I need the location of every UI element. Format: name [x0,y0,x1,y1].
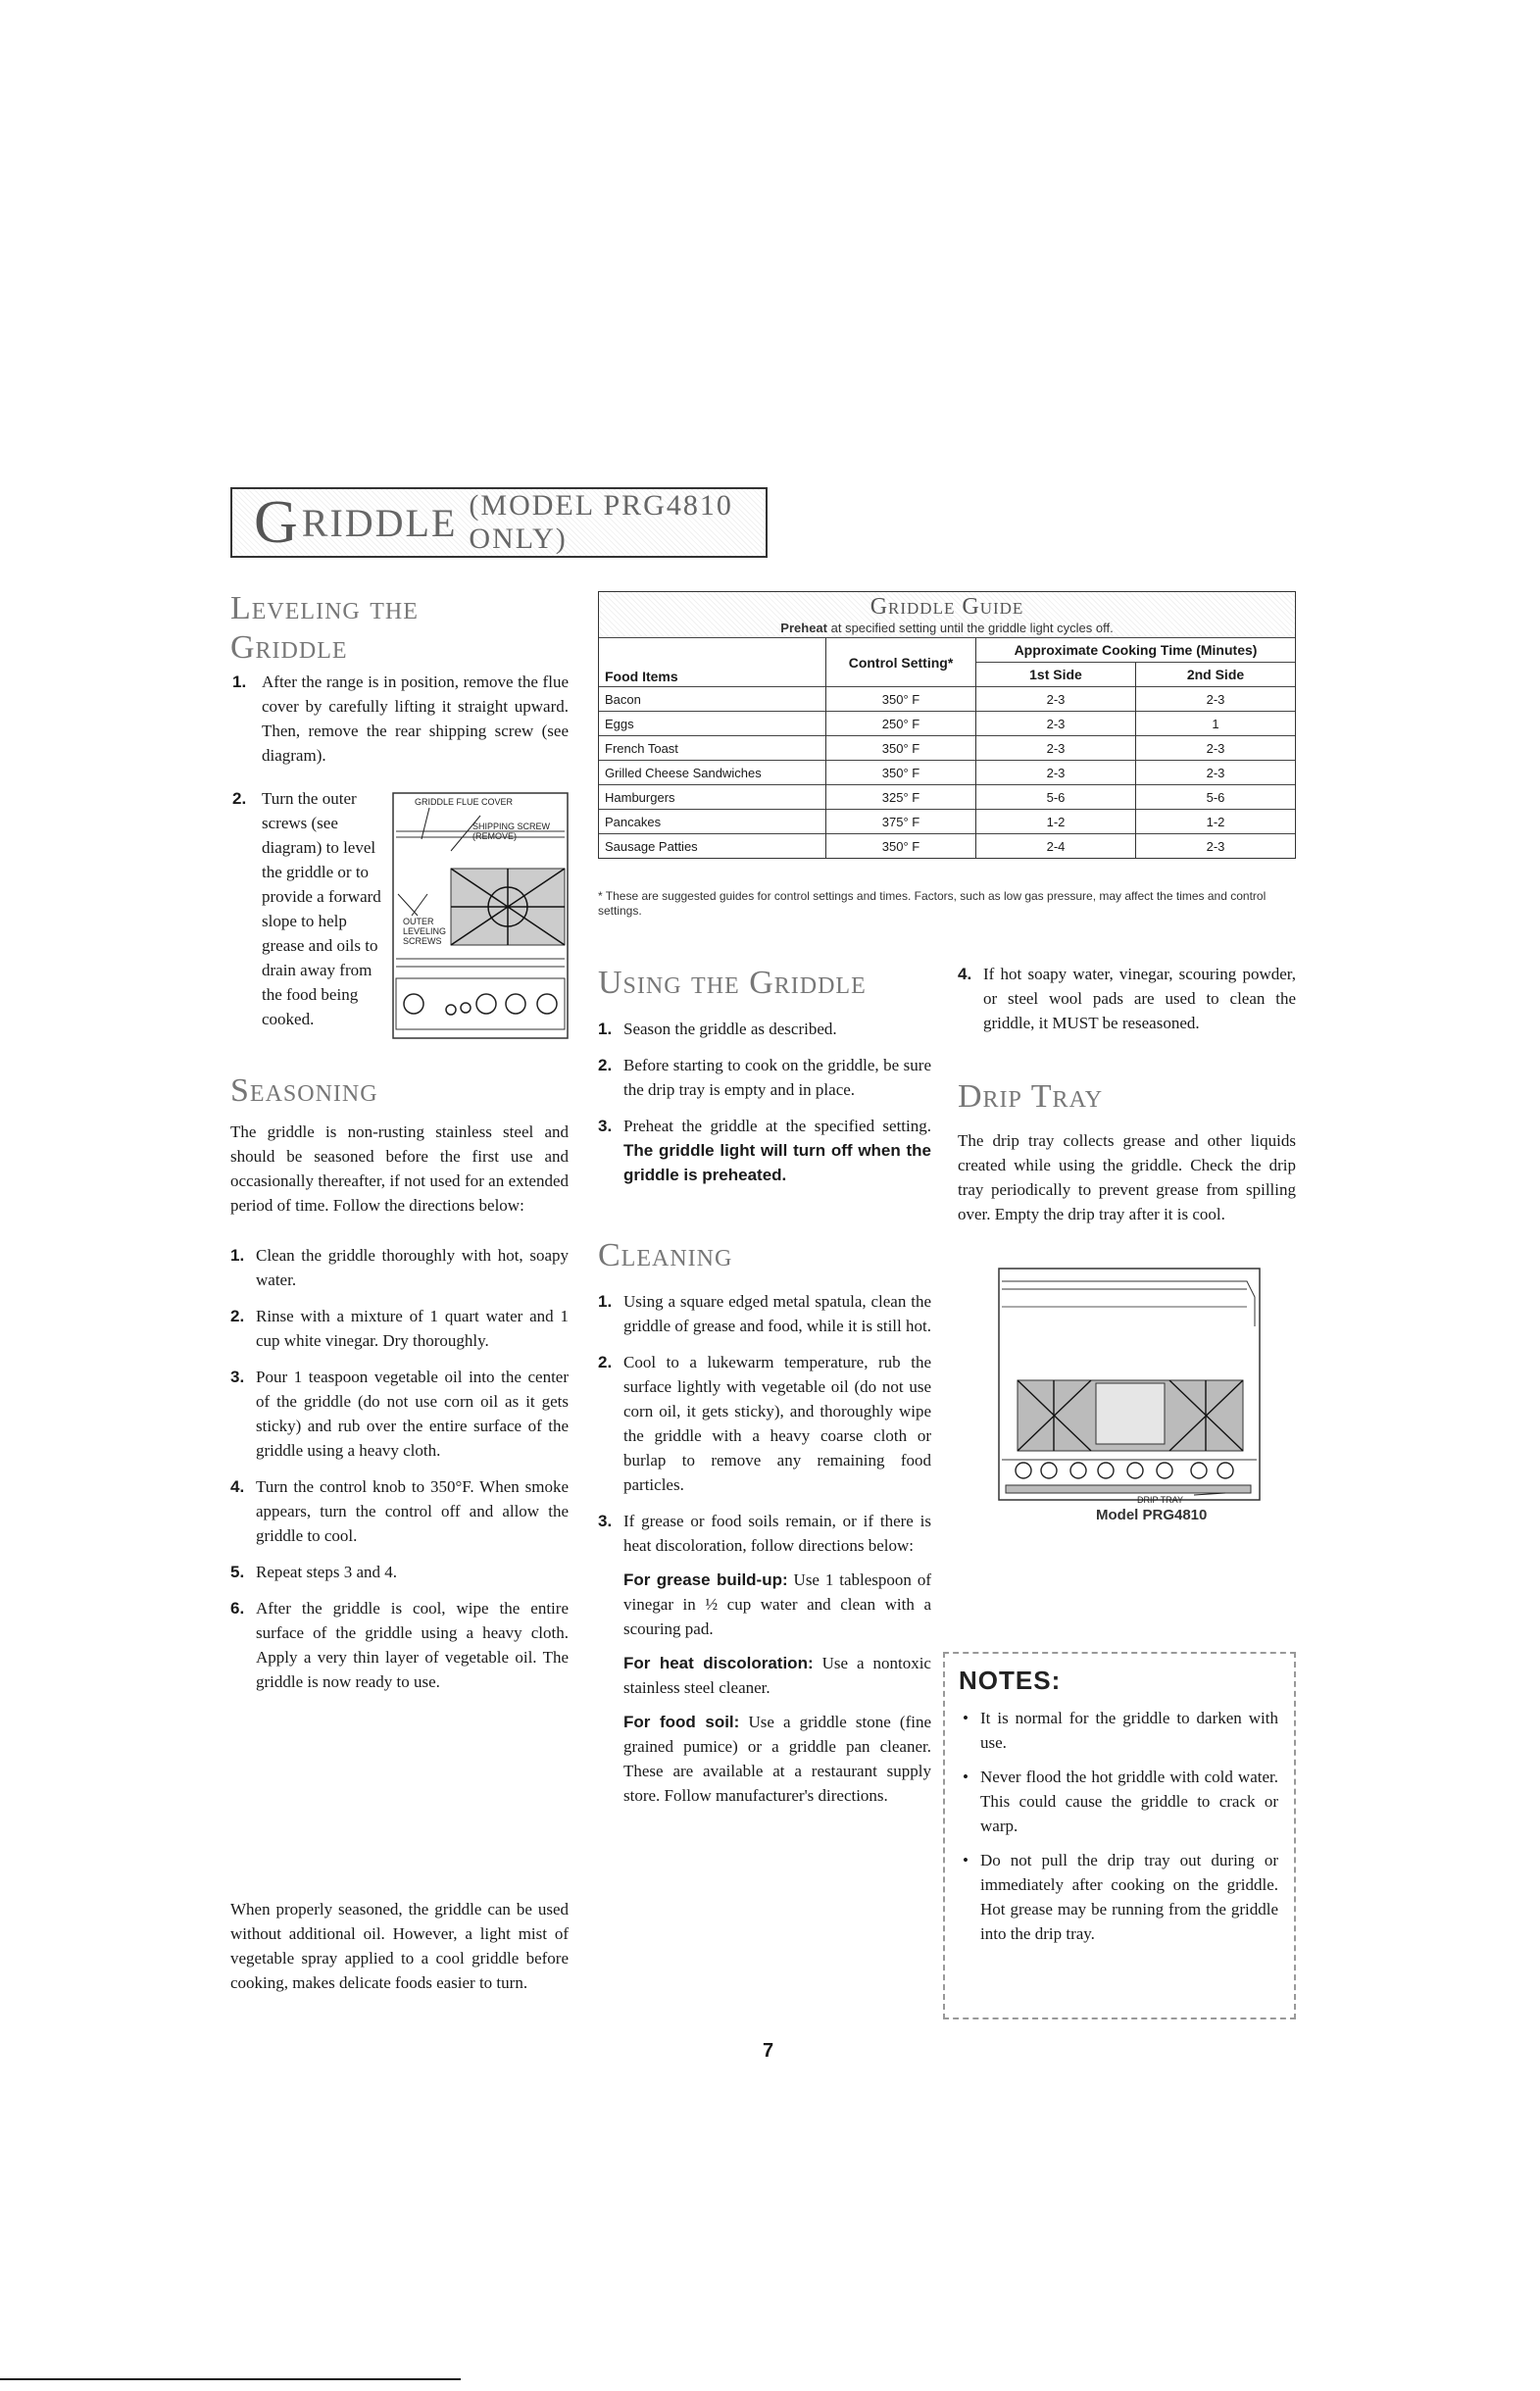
cell-side2: 2-3 [1136,736,1296,761]
cleaning-steps [598,1289,931,1819]
label-shipping-screw: SHIPPING SCREW (REMOVE) [472,822,551,841]
cell-side2: 5-6 [1136,785,1296,810]
col-control: Control Setting* [826,638,976,687]
leveling-step-2 [230,786,392,1031]
using-step: 3. Preheat the griddle at the specified setting. The griddle light will turn off when the griddle is preheated. [598,1117,931,1184]
cell-side1: 2-3 [976,712,1136,736]
drip-caption: Model PRG4810 [1096,1507,1208,1523]
note-item: • Never flood the hot griddle with cold water. This could cause the griddle to crack or warp. [959,1765,1278,1838]
drip-title: Drip Tray [958,1078,1104,1115]
drip-tray-label: DRIP TRAY [1137,1495,1184,1505]
drip-text: The drip tray collects grease and other liquids created while using the griddle. Check the drip tray periodically to prevent grease from spilling over. Empty the drip tray after it is cool. [958,1131,1296,1223]
seasoning-step: 6. After the griddle is cool, wipe the entire surface of the griddle using a heavy cloth. Apply a very thin layer of vegetable oil. The griddle is now ready to use. [230,1599,569,1691]
cell-side2: 2-3 [1136,834,1296,859]
cell-food: Pancakes [599,810,826,834]
using-steps [598,1017,931,1199]
guide-row [599,810,1295,834]
guide-header [599,592,1295,637]
seasoning-step: 3. Pour 1 teaspoon vegetable oil into the center of the griddle (do not use corn oil as it gets sticky) and rub over the entire surface of the griddle using a heavy cloth. [230,1368,569,1460]
cell-setting: 325° F [826,785,976,810]
cell-side1: 2-3 [976,736,1136,761]
using-title: Using the Griddle [598,965,867,1001]
footer-rule [0,2378,461,2380]
note-item: • It is normal for the griddle to darken with use. [959,1706,1278,1755]
cell-food: Hamburgers [599,785,826,810]
seasoning-outro: When properly seasoned, the griddle can be used without additional oil. However, a light mist of vegetable spray applied to a cool griddle before cooking, makes delicate foods easier to turn. [230,1900,569,1992]
leveling-title-1: Leveling the [230,590,419,626]
guide-row [599,687,1295,712]
guide-row [599,712,1295,736]
grease-tip: For grease build-up: Use 1 tablespoon of vinegar in ½ cup water and clean with a scouring pad. [623,1570,931,1638]
notes-box [943,1652,1296,2019]
cell-side1: 5-6 [976,785,1136,810]
cell-setting: 250° F [826,712,976,736]
leveling-step-1 [230,670,569,768]
cell-setting: 375° F [826,810,976,834]
cell-setting: 350° F [826,736,976,761]
cell-food: Bacon [599,687,826,712]
guide-grid [599,637,1295,858]
cell-setting: 350° F [826,687,976,712]
seasoning-step: 1. Clean the griddle thoroughly with hot, soapy water. [230,1246,569,1289]
label-flue-cover: GRIDDLE FLUE COVER [415,797,514,807]
cell-side1: 2-3 [976,687,1136,712]
seasoning-step: 4. Turn the control knob to 350°F. When smoke appears, turn the control off and allow the griddle to cool. [230,1477,569,1545]
leveling-step-2-text: Turn the outer screws (see diagram) to level the griddle or to provide a forward slope to help grease and oils to drain away from the food being cooked. [262,789,381,1028]
seasoning-step: 2. Rinse with a mixture of 1 quart water and 1 cup white vinegar. Dry thoroughly. [230,1307,569,1350]
cell-setting: 350° F [826,834,976,859]
cell-side2: 1-2 [1136,810,1296,834]
cell-side2: 1 [1136,712,1296,736]
griddle-guide-table [598,591,1296,859]
cleaning-title: Cleaning [598,1237,733,1273]
notes-list [959,1706,1278,1946]
col-side1: 1st Side [976,663,1136,687]
notes-title: NOTES: [959,1666,1062,1695]
seasoning-steps [230,1243,569,1706]
guide-row [599,736,1295,761]
chapter-banner [230,487,768,558]
using-step-4 [958,962,1296,1047]
seasoning-step: 5. Repeat steps 3 and 4. [230,1563,397,1581]
banner-initial: G [254,488,300,556]
leveling-section [230,589,569,668]
seasoning-title: Seasoning [230,1072,378,1109]
guide-preheat: Preheat at specified setting until the griddle light cycles off. [780,621,1114,635]
step-number: 1. [232,672,247,691]
col-side2: 2nd Side [1136,663,1296,687]
heat-tip: For heat discoloration: Use a nontoxic stainless steel cleaner. [623,1654,931,1697]
using-step: 4. If hot soapy water, vinegar, scouring powder, or steel wool pads are used to clean the griddle, it MUST be reseasoned. [958,965,1296,1032]
guide-row [599,834,1295,859]
guide-footnote: * These are suggested guides for control settings and times. Factors, such as low gas pressure, may affect the times and control settings. [598,889,1267,918]
step-number: 2. [232,789,247,808]
guide-title: Griddle Guide [869,594,1024,620]
cell-side1: 1-2 [976,810,1136,834]
seasoning-intro: The griddle is non-rusting stainless steel and should be seasoned before the first use and occasionally thereafter, if not used for an extended period of time. Follow the directions below: [230,1122,569,1215]
using-step: 2. Before starting to cook on the griddle, be sure the drip tray is empty and in place. [598,1056,931,1099]
banner-title: RIDDLE [301,500,458,545]
food-tip: For food soil: Use a griddle stone (fine grained pumice) or a griddle pan cleaner. These are available at a restaurant supply store. Follow manufacturer's directions. [623,1713,931,1805]
page-number: 7 [763,2040,774,2062]
cell-food: French Toast [599,736,826,761]
using-step: 1. Season the griddle as described. [598,1020,837,1038]
banner-model: (MODEL PRG4810 ONLY) [469,489,733,555]
cleaning-step: 1. Using a square edged metal spatula, clean the griddle of grease and food, while it is still hot. [598,1292,931,1335]
cell-side2: 2-3 [1136,687,1296,712]
col-approx: Approximate Cooking Time (Minutes) [976,638,1296,663]
cell-side2: 2-3 [1136,761,1296,785]
note-item: • Do not pull the drip tray out during or immediately after cooking on the griddle. Hot grease may be running from the griddle into the drip tray. [959,1848,1278,1946]
leveling-title-2: Griddle [230,629,348,666]
guide-row [599,785,1295,810]
label-outer-screws: OUTER LEVELING SCREWS [403,917,447,946]
guide-row [599,761,1295,785]
cell-side1: 2-3 [976,761,1136,785]
drip-tray-diagram [998,1268,1261,1501]
leveling-step-1-text: After the range is in position, remove the flue cover by carefully lifting it straight upward. Then, remove the rear shipping screw (see diagram). [262,672,569,765]
cleaning-step: 3. If grease or food soils remain, or if there is heat discoloration, follow directions below: For grease build-up: Use 1 tablespoon of vinegar in ½ cup water and clean with a scouring pad. For heat discoloration: Use a nontoxic stainless steel cleaner. For food soil: Use a griddle stone (fine grained pumice) or a griddle pan cleaner. These are available at a restaurant supply store. Follow manufacturer's directions. [598,1509,931,1808]
cell-side1: 2-4 [976,834,1136,859]
col-food: Food Items [599,638,826,687]
cell-food: Grilled Cheese Sandwiches [599,761,826,785]
cell-setting: 350° F [826,761,976,785]
cell-food: Sausage Patties [599,834,826,859]
cell-food: Eggs [599,712,826,736]
cleaning-step: 2. Cool to a lukewarm temperature, rub the surface lightly with vegetable oil (do not use corn oil, it gets sticky), and thoroughly wipe the griddle with a heavy coarse cloth or burlap to remove any remaining food particles. [598,1353,931,1494]
